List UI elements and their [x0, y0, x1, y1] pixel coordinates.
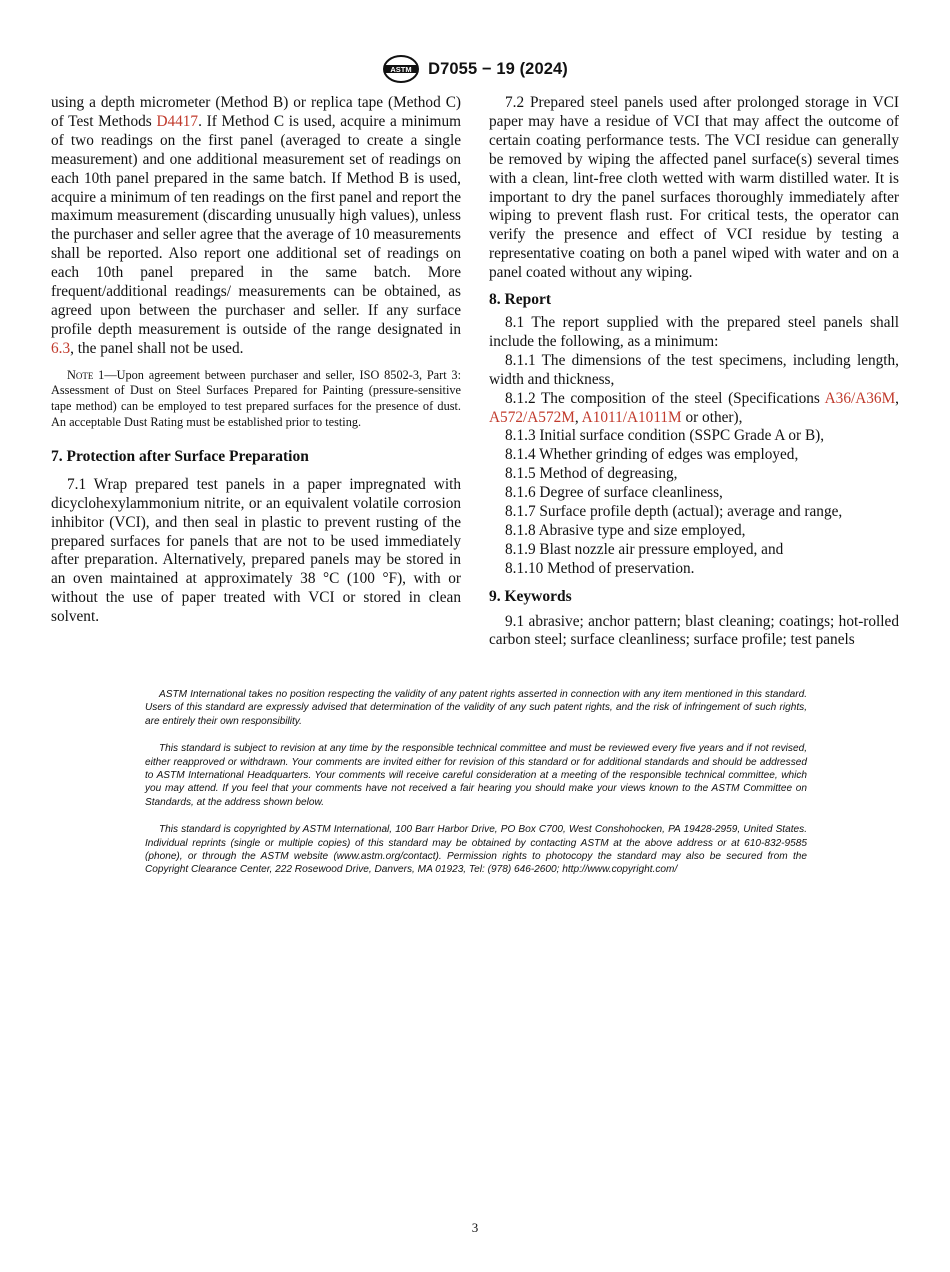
paragraph-7-1: 7.1 Wrap prepared test panels in a paper impregnated with dicyclohexylammonium nitrite, or an equivalent volatile corrosion inhibitor (VCI), and then seal in plastic to prevent rusting of the prepared surfaces for panels that are not to be used immediately after preparation. Alternatively, prepared panels may be stored in an oven maintained at approximately 38 °C (100 °F), with or without the use of paper treated with VCI or stored in clean solvent. — [51, 475, 461, 626]
link-6-3[interactable]: 6.3 — [51, 339, 71, 357]
paragraph-9-1: 9.1 abrasive; anchor pattern; blast cleaning; coatings; hot-rolled carbon steel; surface cleanliness; surface profile; test panels — [489, 612, 899, 649]
footer-copyright-notice: This standard is copyrighted by ASTM International, 100 Barr Harbor Drive, PO Box C700, West Conshohocken, PA 19428-2959, United States. Individual reprints (single or multiple copies) of this standard may be obtained by contacting ASTM at the above address or at 610-832-9585 (phone), or through the ASTM website (www.astm.org/contact). Permission rights to photocopy the standard may also be secured from the Copyright Clearance Center, 222 Rosewood Drive, Danvers, MA 01923, Tel: (978) 646-2600; http://www.copyright.com/ — [145, 824, 807, 876]
standard-designation: D7055 − 19 (2024) — [428, 59, 568, 78]
item-8-1-3: 8.1.3 Initial surface condition (SSPC Grade A or B), — [505, 427, 825, 445]
item-8-1-8: 8.1.8 Abrasive type and size employed, — [505, 521, 746, 539]
item-8-1-5: 8.1.5 Method of degreasing, — [505, 465, 678, 483]
item-8-1-6: 8.1.6 Degree of surface cleanliness, — [505, 484, 723, 502]
note-1: Note 1—Upon agreement between purchaser and seller, ISO 8502-3, Part 3: Assessment of Dust on Steel Surfaces Prepared for Painting (pressure-sensitive tape method) can be employed to test prepared surfaces for the presence of dust. An acceptable Dust Rating must be established prior to testing. — [51, 367, 461, 430]
paragraph-6-continued: using a depth micrometer (Method B) or replica tape (Method C) of Test Methods D4417. If Method C is used, acquire a minimum of two readings on the first panel (averaged to create a single measurement) and one additional measurement set of readings on each 10th panel prepared in the same batch. If Method B is used, acquire a minimum of ten readings on the first panel and report the maximum measurement (discarding unusually high values), unless the purchaser and seller agree that the average of 10 measurements shall be reported. Also report one additional set of readings on each 10th panel prepared in the same batch. More frequent/additional readings/ measurements can be obtained, as agreed upon between the purchaser and seller. If any surface profile depth measurement is outside of the range designated in 6.3, the panel shall not be used. — [51, 94, 461, 357]
page-header — [0, 52, 950, 86]
item-8-1-1: 8.1.1 The dimensions of the test specimens, including length, width and thickness, — [489, 351, 899, 388]
footer-patent-notice: ASTM International takes no position respecting the validity of any patent rights asserted in connection with any item mentioned in this standard. Users of this standard are expressly advised that determination of the validity of any such patent rights, and the risk of infringement of such rights, are entirely their own responsibility. — [145, 689, 807, 727]
link-a36-a36m[interactable]: A36/A36M — [824, 389, 896, 407]
footer-notice — [145, 688, 807, 891]
left-column — [51, 94, 461, 627]
item-8-1-9: 8.1.9 Blast nozzle air pressure employed, and — [505, 540, 784, 558]
item-8-1-2: 8.1.2 The composition of the steel (Specifications A36/A36M, A572/A572M, A1011/A1011M or other), — [489, 389, 899, 426]
section-7-heading: 7. Protection after Surface Preparation — [51, 447, 309, 465]
section-8-heading: 8. Report — [489, 291, 551, 309]
astm-logo-text: ASTM — [390, 65, 412, 75]
note-label: Note 1 — [67, 367, 105, 382]
link-d4417[interactable]: D4417 — [156, 112, 199, 130]
page-number: 3 — [471, 1220, 479, 1235]
paragraph-8-1: 8.1 The report supplied with the prepared steel panels shall include the following, as a minimum: — [489, 313, 899, 350]
section-9-heading: 9. Keywords — [489, 587, 572, 605]
astm-logo-icon — [382, 54, 420, 84]
right-column — [489, 94, 899, 650]
footer-revision-notice: This standard is subject to revision at any time by the responsible technical committee and must be reviewed every five years and if not revised, either reapproved or withdrawn. Your comments are invited either for revision of this standard or for additional standards and should be addressed to ASTM International Headquarters. Your comments will receive careful consideration at a meeting of the responsible technical committee, which you may attend. If you feel that your comments have not received a fair hearing you should make your views known to the ASTM Committee on Standards, at the address shown below. — [145, 743, 807, 808]
item-8-1-7: 8.1.7 Surface profile depth (actual); average and range, — [505, 503, 843, 521]
item-8-1-4: 8.1.4 Whether grinding of edges was employed, — [505, 446, 799, 464]
link-a572-a572m[interactable]: A572/A572M — [489, 408, 575, 426]
item-8-1-10: 8.1.10 Method of preservation. — [505, 559, 695, 577]
link-a1011-a1011m[interactable]: A1011/A1011M — [581, 408, 682, 426]
paragraph-7-2: 7.2 Prepared steel panels used after prolonged storage in VCI paper may have a residue of VCI that may affect the outcome of certain coating performance tests. The VCI residue can generally be removed by wiping the affected panel surface(s) several times with a clean, lint-free cloth wetted with warm distilled water. It is important to dry the panel surfaces thoroughly immediately after wiping to prevent flash rust. For critical tests, the operator can verify the presence and effect of VCI residue by testing a representative coating on both a panel wiped with water and on a panel coated without any wiping. — [489, 94, 899, 282]
